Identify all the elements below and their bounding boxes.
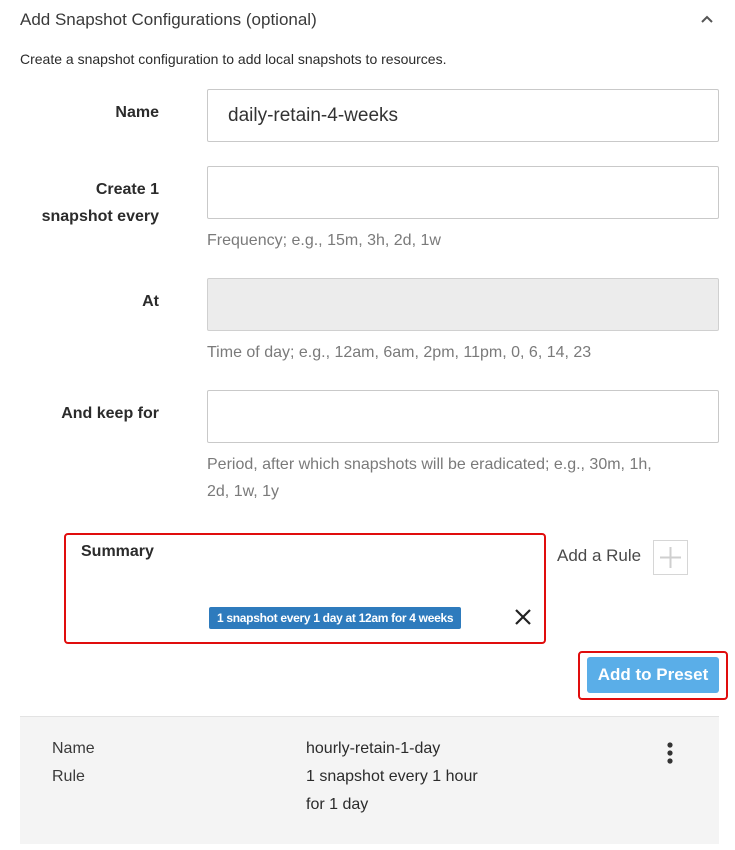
frequency-label-line1: Create 1 [95, 181, 159, 198]
section-header[interactable] [0, 0, 735, 40]
kebab-menu-icon[interactable] [660, 741, 680, 767]
keep-for-hint-line2: 2d, 1w, 1y [207, 483, 280, 500]
frequency-label-line2: snapshot every [41, 208, 159, 225]
card-name-key: Name [52, 740, 95, 757]
keep-for-label: And keep for [61, 405, 159, 422]
card-name-value: hourly-retain-1-day [306, 740, 441, 757]
preset-card [20, 716, 719, 844]
section-description: Create a snapshot configuration to add local snapshots to resources. [20, 51, 447, 67]
name-input[interactable] [207, 89, 719, 142]
summary-label: Summary [81, 543, 154, 560]
frequency-label [10, 176, 159, 230]
add-to-preset-button[interactable]: Add to Preset [587, 657, 719, 693]
keep-for-hint-line1: Period, after which snapshots will be eradicated; e.g., 30m, 1h, [207, 456, 652, 473]
plus-icon [654, 541, 687, 574]
close-icon[interactable] [512, 606, 534, 628]
add-rule-label: Add a Rule [557, 546, 642, 565]
keep-for-input[interactable] [207, 390, 719, 443]
frequency-hint: Frequency; e.g., 15m, 3h, 2d, 1w [207, 232, 441, 249]
keep-for-hint [207, 451, 652, 505]
chevron-up-icon[interactable] [698, 10, 716, 28]
frequency-input[interactable] [207, 166, 719, 219]
rule-tag: 1 snapshot every 1 day at 12am for 4 weeks [209, 607, 461, 629]
section-title: Add Snapshot Configurations (optional) [20, 10, 317, 29]
name-label: Name [115, 104, 159, 121]
summary-box [64, 533, 546, 644]
at-hint: Time of day; e.g., 12am, 6am, 2pm, 11pm, 0, 6, 14, 23 [207, 344, 592, 361]
card-rule-value-line1: 1 snapshot every 1 hour [306, 768, 478, 785]
at-label: At [142, 293, 159, 310]
add-rule-button[interactable] [653, 540, 688, 575]
card-rule-value-line2: for 1 day [306, 796, 369, 813]
card-rule-value [306, 763, 478, 819]
at-input[interactable] [207, 278, 719, 331]
card-rule-key: Rule [52, 768, 85, 785]
